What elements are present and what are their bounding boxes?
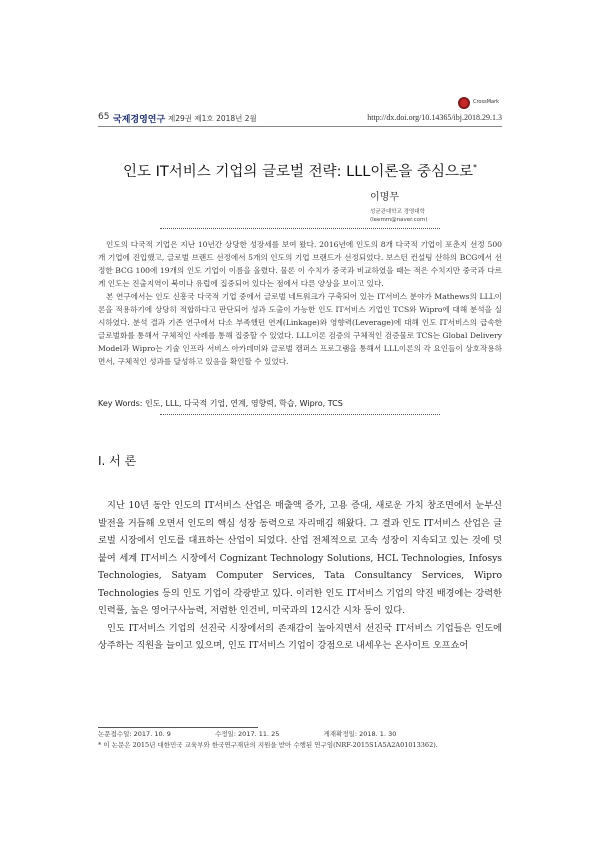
keywords: Key Words: 인도, LLL, 다국적 기업, 연계, 영향력, 학습, Wipro, TCS: [98, 399, 343, 408]
section-heading: Ⅰ. 서 론: [98, 454, 137, 468]
revised-date: 수정일: 2017. 11. 25: [214, 730, 280, 738]
body-text: [98, 497, 502, 655]
body-paragraph: 인도 IT서비스 기업의 선진국 시장에서의 존재감이 높아지면서 선진국 IT서비스 기업들은 인도에 상주하는 직원을 늘이고 있으며, 인도 IT서비스 기업이 강점으로 내세우는 온사이트 오프쇼어: [98, 622, 502, 651]
abstract: [98, 238, 502, 368]
body-paragraph: 지난 10년 동안 인도의 IT서비스 산업은 매출액 증가, 고용 증대, 새로운 가치 창조면에서 눈부신 발전을 거듭해 오면서 인도의 핵심 성장 동력으로 자리매김 해왔다. 그 결과 인도 IT서비스 산업은 글로벌 시장에서 인도를 대표하는 산업이 되었다. 산업 전체적으로 고속 성장이 지속되고 있는 것에 덧붙여 세계 IT서비스 시장에서 Cognizant Technology Solutions, HCL Technologies, Infosys Technologies, Satyam Computer Services, Tata Consultancy Services, Wipro Technologies 등의 인도 기업이 각광받고 있다. 이러한 인도 IT서비스 기업의 약진 배경에는 강력한 인력풀, 높은 영어구사능력, 저렴한 인건비, 미국과의 12시간 시차 등이 있다.: [98, 500, 502, 616]
header-rule: [98, 126, 502, 127]
abstract-divider-top: [160, 228, 440, 229]
title-footnote-mark: *: [473, 163, 478, 173]
author-block: [370, 188, 428, 223]
crossmark-icon: [458, 97, 470, 109]
accepted-date: 게재확정일: 2018. 1. 30: [323, 730, 397, 738]
page-number: 65: [98, 112, 110, 122]
footnote: [98, 729, 438, 751]
submission-dates: [98, 729, 438, 740]
author-email: (leemm@naver.com): [370, 217, 428, 223]
footnote-rule: [98, 727, 258, 728]
received-date: 논문접수일: 2017. 10. 9: [98, 730, 171, 738]
funding-note: * 이 논문은 2015년 대한민국 교육부와 한국연구재단의 지원을 받아 수행된 연구임(NRF-2015S1A5A2A01013362).: [98, 741, 438, 749]
doi-link[interactable]: http://dx.doi.org/10.14365/ibj.2018.29.1.3: [367, 113, 502, 122]
crossmark-badge[interactable]: [458, 97, 498, 115]
journal-name: 국제경영연구: [113, 115, 166, 125]
page-header: [98, 112, 502, 126]
author-affiliation: 성균관대학교 경영대학: [370, 209, 425, 215]
abstract-paragraph: 인도의 다국적 기업은 지난 10년간 상당한 성장세를 보여 왔다. 2016년에 인도의 8개 다국적 기업이 포춘지 선정 500개 기업에 진입했고, 글로벌 브랜드 선정에서 5개의 인도의 기업 브랜드가 선정되었다. 보스턴 컨설팅 산하의 BCG에서 선정한 BCG 100에 19개의 인도 기업이 이름을 올렸다. 물론 이 수치가 중국과 비교하였을 때는 적은 수치지만 중국과 다르게 인도는 진출지역이 북미나 유럽에 집중되어 있다는 점에서 다른 양상을 보이고 있다.: [98, 240, 502, 288]
abstract-paragraph: 본 연구에서는 인도 신흥국 다국적 기업 중에서 글로벌 네트워크가 구축되어 있는 IT서비스 분야가 Mathews의 LLL이론을 적용하기에 상당히 적합하다고 판단되어 성과 도출이 가능한 인도 IT서비스 기업인 TCS와 Wipro에 대해 분석을 실시하였다. 분석 결과 기존 연구에서 다소 부족했던 연계(Linkage)와 영향력(Leverage)에 대해 인도 IT서비스의 급속한 글로벌화를 통해서 구체적인 사례를 통해 집중할 수 있었다. LLL이론 검증의 구체적인 검증물로 TCS는 Global Delivery Model과 Wipro는 기술 인프라 서비스 아카데미와 글로벌 캠퍼스 프로그램을 통해서 LLL이론의 각 요인들이 상호작용하면서, 구체적인 성과를 달성하고 있음을 확인할 수 있었다.: [98, 292, 502, 366]
paper-title: [0, 160, 600, 181]
author-name: 이명무: [370, 192, 399, 203]
abstract-divider-bottom: [160, 414, 440, 415]
title-text: 인도 IT서비스 기업의 글로벌 전략: LLL이론을 중심으로: [122, 164, 474, 180]
journal-issue: 제29권 제1호 2018년 2월: [168, 114, 257, 123]
crossmark-label: CrossMark: [473, 99, 500, 105]
